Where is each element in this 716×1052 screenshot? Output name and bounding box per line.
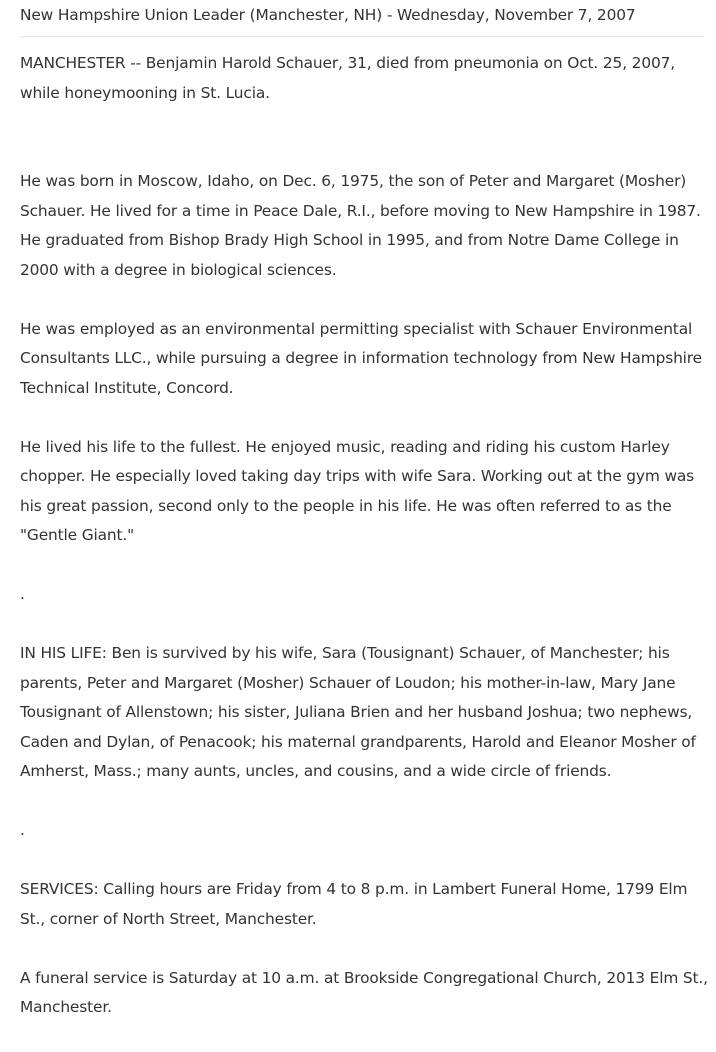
- paragraph-employment: He was employed as an environmental permitting specialist with Schauer Environmental Consultants LLC., while pursuing a degree in information technology from New Hampshire Technical Institute, Concord.: [20, 319, 702, 397]
- paragraph-separator: .: [20, 585, 25, 603]
- source-line: New Hampshire Union Leader (Manchester, NH) - Wednesday, November 7, 2007: [20, 6, 636, 24]
- paragraph-separator: .: [20, 821, 25, 839]
- obituary-body: [20, 49, 708, 1052]
- paragraph-calling-hours: SERVICES: Calling hours are Friday from 4 to 8 p.m. in Lambert Funeral Home, 1799 Elm St., corner of North Street, Manchester.: [20, 880, 688, 928]
- paragraph-funeral-service: A funeral service is Saturday at 10 a.m. at Brookside Congregational Church, 2013 Elm St., Manchester.: [20, 968, 708, 1016]
- paragraph-early-life: He was born in Moscow, Idaho, on Dec. 6, 1975, the son of Peter and Margaret (Mosher) Schauer. He lived for a time in Peace Dale, R.I., before moving to New Hampshire in 1987. He graduated from Bishop Brady High School in 1995, and from Notre Dame College in 2000 with a degree in biological sciences.: [20, 172, 701, 279]
- paragraph-survivors: IN HIS LIFE: Ben is survived by his wife, Sara (Tousignant) Schauer, of Manchester; his parents, Peter and Margaret (Mosher) Schauer of Loudon; his mother-in-law, Mary Jane Tousignant of Allenstown; his sister, Juliana Brien and her husband Joshua; two nephews, Caden and Dylan, of Penacook; his maternal grandparents, Harold and Eleanor Mosher of Amherst, Mass.; many aunts, uncles, and cousins, and a wide circle of friends.: [20, 644, 696, 780]
- divider: [20, 36, 704, 37]
- paragraph-personal-life: He lived his life to the fullest. He enjoyed music, reading and riding his custom Harley chopper. He especially loved taking day trips with wife Sara. Working out at the gym was his great passion, second only to the people in his life. He was often referred to as the "Gentle Giant.": [20, 437, 695, 544]
- paragraph-death-notice: MANCHESTER -- Benjamin Harold Schauer, 31, died from pneumonia on Oct. 25, 2007, while honeymooning in St. Lucia.: [20, 54, 675, 102]
